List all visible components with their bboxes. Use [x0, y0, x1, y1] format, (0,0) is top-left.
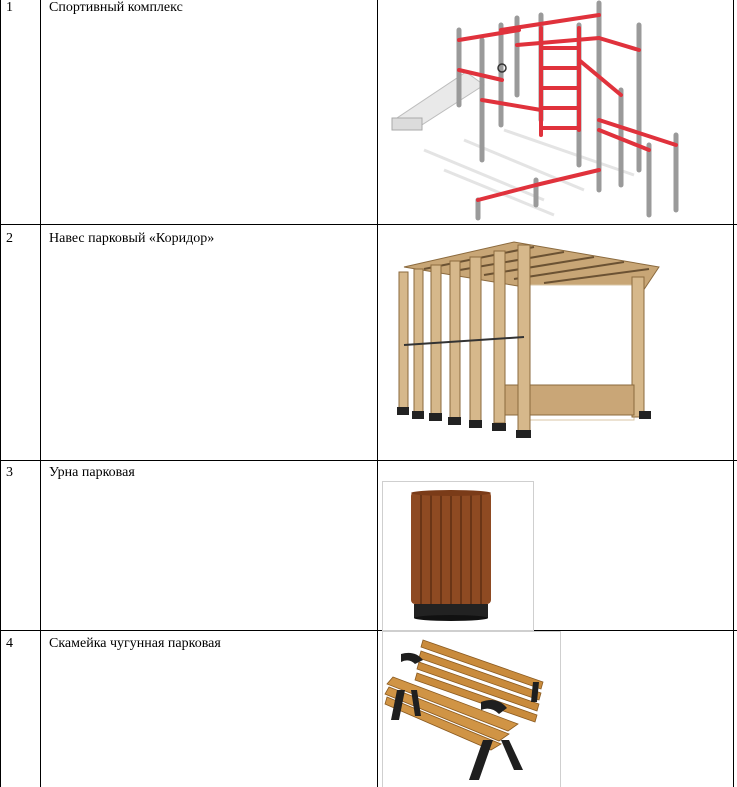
row-number: 3: [6, 465, 13, 480]
table-border-left: [0, 0, 1, 787]
table-border-right: [733, 0, 734, 787]
row-number: 1: [6, 0, 13, 15]
column-divider-name: [377, 0, 378, 787]
item-name: Урна парковая: [49, 465, 135, 480]
row-divider-2: [0, 460, 737, 461]
item-name: Скамейка чугунная парковая: [49, 636, 221, 651]
sports-complex-image: [384, 0, 686, 224]
column-divider-num: [40, 0, 41, 787]
park-canopy-image: [384, 227, 686, 459]
row-divider-1: [0, 224, 737, 225]
item-name: Спортивный комплекс: [49, 0, 183, 15]
item-name: Навес парковый «Коридор»: [49, 231, 215, 246]
row-number: 2: [6, 231, 13, 246]
park-bench-image: [383, 632, 560, 787]
row-divider-3: [0, 630, 737, 631]
row-number: 4: [6, 636, 13, 651]
trash-bin-image: [383, 482, 533, 630]
